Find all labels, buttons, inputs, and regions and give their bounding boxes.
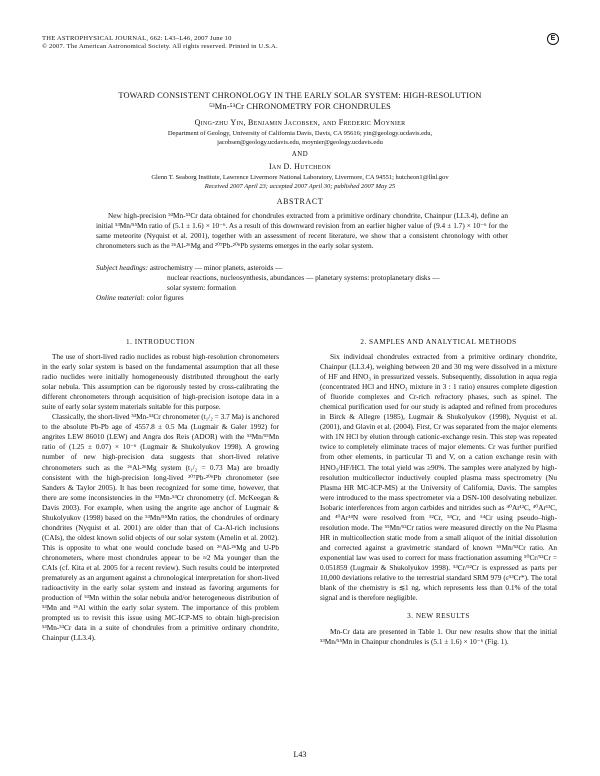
intro-paragraph-2: Classically, the short-lived ⁵³Mn-⁵³Cr chronometer (t₁/₂ = 3.7 Ma) is anchored to the absolute Pb-Pb age of 4557.8 ± 0.5 Ma (Lugmair & Galer 1992) for angrites LEW 86010 (LEW) and Angra dos Reis (ADOR) with the ⁵³Mn/⁵⁵Mn ratio of (1.25 ± 0.07) × 10⁻⁶ (Lugmair & Shukolyukov 1998). A growing number of new high-precision data suggests that short-lived relative chronometers such as the ²⁶Al-²⁶Mg system (t₁/₂ = 0.73 Ma) are broadly consistent with the high-precision long-lived ²⁰⁷Pb-²⁰⁶Pb chronometer (see Sanders & Taylor 2005). It has been recognized for some time, however, that there are some inconsistencies in the ⁵³Mn-⁵³Cr chronometry (cf. McKeegan & Davis 2003). For example, when using the angrite age anchor of Lugmair & Shukolyukov (1998) based on the ⁵³Mn/⁵⁵Mn ratios, the chondrules of ordinary chondrites (Nyquist et al. 2001) are older than that of Ca-Al-rich inclusions (CAIs), the oldest known solid objects of our solar system (Amelin et al. 2002). This is opposite to what one would conclude based on ²⁶Al-²⁶Mg and U-Pb chronometers, where most chondrules appear to be ≈2 Ma younger than the CAIs (cf. Kita et al. 2005 for a recent review). Such results could be interpreted prematurely as an argument against a chronological interpretation for short-lived radioactivity in the early solar system and instead as favoring arguments for production of ⁵³Mn within the solar nebula and/or heterogeneous distribution of ⁵³Mn and ²⁶Al within the early solar system. The importance of this problem prompted us to revisit this issue using MC-ICP-MS to obtain high-precision ⁵³Mn-⁵³Cr data in a suite of chondrules from a primitive ordinary chondrite, Chainpur (LL3.4). xyxy=(42,412,279,643)
affiliation-1-line-1: Department of Geology, University of California Davis, Davis, CA 95616; yin@geology.ucdavis.edu, xyxy=(167,130,433,137)
journal-name: THE ASTROPHYSICAL JOURNAL xyxy=(42,35,147,42)
journal-header xyxy=(42,35,278,51)
abstract-text: New high-precision ⁵³Mn-⁵³Cr data obtained for chondrules extracted from a primitive ordinary chondrite, Chainpur (LL3.4), define an initial ⁵³Mn/⁵⁵Mn ratio of (5.1 ± 1.6) × 10⁻⁶. As a result of this downward revision from an earlier higher value of (9.4 ± 1.7) × 10⁻⁶ for the same meteorite (Nyquist et al. 2001), together with an assessment of recent literature, we show that a consistent chronology with other chronometers such as the ²⁶Al-²⁶Mg and ²⁰⁷Pb-²⁰⁶Pb systems emerges in the early solar system. xyxy=(96,211,508,251)
received-dates: Received 2007 April 23; accepted 2007 April 30; published 2007 May 25 xyxy=(204,183,396,190)
online-material-text: color figures xyxy=(144,293,184,303)
subject-headings-line-2: nuclear reactions, nucleosynthesis, abundances — planetary systems: protoplanetary disks — xyxy=(167,273,440,283)
abstract-body xyxy=(96,211,508,251)
journal-citation: , 662: L43–L46, 2007 June 10 xyxy=(146,35,232,42)
methods-paragraph-1: Six individual chondrules extracted from a primitive ordinary chondrite, Chainpur (LL3.4), weighing between 20 and 30 mg were dissolved in a mixture of HF and HNO₃ in pressurized vessels. Subsequently, dissolution in aqua regia (concentrated HCl and HNO₃ mixture in 3 : 1 ratio) ensures complete digestion of fluoride complexes and Cr-rich refractory phases, such as spinel. The chemical purification used for our study is adapted and refined from procedures in Birck & Allegre (1985), Lugmair & Shukolyukov (1998), Nyquist et al. (2001), and Glavin et al. (2004). First, Cr was separated from the major elements with 1N HCl by elution through cationic-exchange resin. This step was repeated twice to completely eliminate traces of major elements. Cr was further purified from other elements, in particular Ti and V, on a cation exchange resin with HNO₃/HF/HCl. The total yield was ≥90%. The samples were analyzed by high-resolution multicollector inductively coupled plasma mass spectrometry (Nu Plasma HR MC-ICP-MS) at the University of California, Davis. The samples were introduced to the mass spectrometer via a DSN-100 desolvating nebulizer. Isobaric interferences from argon carbides and nitrides such as ⁴⁰Ar¹²C, ⁴⁰Ar¹³C, and ⁴⁰Ar¹⁴N were resolved from ⁵²Cr, ⁵³Cr, and ⁵⁴Cr using pseudo–high-resolution mode. The ⁵⁵Mn/⁵²Cr ratios were measured directly on the Nu Plasma HR in multicollection static mode from a small aliquot of the initial dissolution and corrected against a gravimetric standard of known ⁵⁵Mn/⁵²Cr ratio. An exponential law was used to correct for mass fractionation assuming ⁵⁰Cr/⁵²Cr = 0.051859 (Lugmair & Shukolyukov 1998). ⁵³Cr/⁵²Cr is expressed as parts per 10,000 deviations relative to the terrestrial standard SRM 979 (ε⁵³Cr*). The total blank of the chemistry is ≲1 ng, which represents less than 0.1% of the total signal and is therefore negligible. xyxy=(320,352,557,603)
subject-headings-line-3: solar system: formation xyxy=(167,283,236,293)
intro-paragraph-1: The use of short-lived radio nuclides as robust high-resolution chronometers in the early solar system is based on the fundamental assumption that all these radio nuclides were initially homogeneously distributed throughout the early solar nebula. This assumption can be rigorously tested by cross-calibrating the different chronometers through acquisition of high-precision isotope data in a suite of early solar system materials suitable for this purpose. xyxy=(42,352,279,412)
subject-headings-line-1: astrochemistry — minor planets, asteroids — xyxy=(148,263,283,272)
copyright-line: © 2007. The American Astronomical Society. All rights reserved. Printed in U.S.A. xyxy=(42,43,278,50)
subject-headings-label: Subject headings: xyxy=(96,263,149,272)
section-heading-methods: 2. SAMPLES AND ANALYTICAL METHODS xyxy=(360,338,517,346)
left-column xyxy=(42,352,279,643)
abstract-heading: ABSTRACT xyxy=(276,197,324,206)
online-material-label: Online material: xyxy=(96,293,145,303)
publisher-logo-icon: E xyxy=(547,33,559,45)
paper-title-line-2: ⁵³Mn-⁵³Cr CHRONOMETRY FOR CHONDRULES xyxy=(209,102,391,111)
subject-headings xyxy=(96,263,526,303)
author-list-1: Qing-zhu Yin, Benjamin Jacobsen, and Frederic Moynier xyxy=(194,118,406,127)
paper-title-line-1: TOWARD CONSISTENT CHRONOLOGY IN THE EARLY SOLAR SYSTEM: HIGH-RESOLUTION xyxy=(118,91,482,100)
page-number: L43 xyxy=(293,750,307,759)
author-and: AND xyxy=(291,151,309,158)
section-heading-results: 3. NEW RESULTS xyxy=(407,612,470,621)
author-list-2: Ian D. Hutcheon xyxy=(268,162,332,171)
section-heading-introduction: 1. INTRODUCTION xyxy=(126,338,195,346)
right-column xyxy=(320,352,557,647)
affiliation-2: Glenn T. Seaborg Institute, Lawrence Livermore National Laboratory, Livermore, CA 94551; hutcheon1@llnl.gov xyxy=(151,174,449,181)
results-paragraph-1: Mn-Cr data are presented in Table 1. Our new results show that the initial ⁵³Mn/⁵⁵Mn in Chainpur chondrules is (5.1 ± 1.6) × 10⁻⁶ (Fig. 1). xyxy=(320,627,557,647)
affiliation-1-line-2: jacobsen@geology.ucdavis.edu, moynier@geology.ucdavis.edu xyxy=(217,139,383,146)
